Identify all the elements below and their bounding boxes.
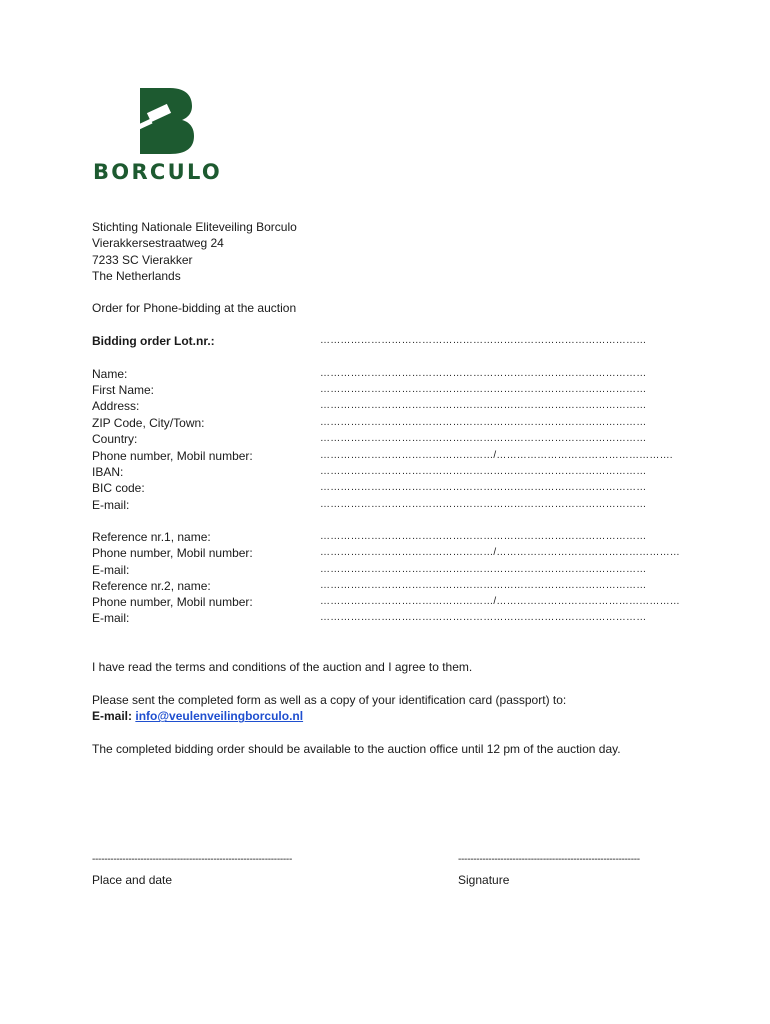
terms-text: I have read the terms and conditions of the auction and I agree to them. <box>92 660 473 674</box>
field-input[interactable]: ……………………………………………/……………………………………………… <box>320 547 680 558</box>
field-label: ZIP Code, City/Town: <box>92 416 205 430</box>
address-line: Vierakkersestraatweg 24 <box>92 236 224 251</box>
logo-wordmark: BORCULO <box>93 160 223 184</box>
email-link[interactable]: info@veulenveilingborculo.nl <box>135 709 304 724</box>
reference-1-email <box>92 562 652 578</box>
field-label: Phone number, Mobil number: <box>92 595 253 609</box>
field-country <box>92 431 652 447</box>
field-label: Phone number, Mobil number: <box>92 449 253 463</box>
reference-2-name <box>92 578 652 594</box>
field-bic <box>92 480 652 496</box>
email-contact <box>92 708 566 724</box>
address-line: Stichting Nationale Eliteveiling Borculo <box>92 220 297 234</box>
lot-field[interactable]: …………………………………………………………………………………… <box>320 335 647 346</box>
field-label: E-mail: <box>92 563 130 577</box>
field-input[interactable]: …………………………………………………………………………………… <box>320 580 647 591</box>
send-instruction-block <box>92 692 566 725</box>
field-first-name <box>92 382 652 398</box>
field-address <box>92 398 652 414</box>
signature-line[interactable]: ------------------------------------------------------------ <box>458 854 640 865</box>
field-phone <box>92 448 673 464</box>
send-instruction: Please sent the completed form as well as a copy of your identification card (passport) to: <box>92 693 567 707</box>
field-input[interactable]: …………………………………………………………………………………… <box>320 466 647 477</box>
reference-1-phone <box>92 545 680 561</box>
field-email <box>92 497 652 513</box>
email-label: E-mail: <box>92 709 133 724</box>
field-label: Country: <box>92 432 138 446</box>
reference-2-email <box>92 610 652 626</box>
field-input[interactable]: …………………………………………………………………………………… <box>320 482 647 493</box>
reference-1-name <box>92 529 652 545</box>
order-title: Order for Phone-bidding at the auction <box>92 301 297 315</box>
field-iban <box>92 464 652 480</box>
field-label: BIC code: <box>92 481 145 495</box>
field-label: Name: <box>92 367 128 381</box>
place-date-label: Place and date <box>92 873 173 887</box>
field-label: Address: <box>92 399 140 413</box>
lot-row <box>92 333 652 349</box>
lot-label: Bidding order Lot.nr.: <box>92 334 215 348</box>
field-input[interactable]: …………………………………………………………………………………… <box>320 368 647 379</box>
field-input[interactable]: …………………………………………………………………………………… <box>320 612 647 623</box>
reference-2-phone <box>92 594 680 610</box>
field-input[interactable]: …………………………………………………………………………………… <box>320 564 647 575</box>
gavel-b-icon <box>136 86 236 156</box>
field-name <box>92 366 652 382</box>
field-input[interactable]: …………………………………………………………………………………… <box>320 400 647 411</box>
field-label: E-mail: <box>92 498 130 512</box>
field-input[interactable]: ……………………………………………/……………………………………………. <box>320 450 673 461</box>
borculo-logo <box>93 86 239 186</box>
field-input[interactable]: …………………………………………………………………………………… <box>320 531 647 542</box>
field-zip-city <box>92 415 652 431</box>
field-input[interactable]: ……………………………………………/……………………………………………… <box>320 596 680 607</box>
field-label: E-mail: <box>92 611 130 625</box>
field-label: First Name: <box>92 383 155 397</box>
place-date-line[interactable]: ------------------------------------------------------------------ <box>92 854 292 865</box>
signature-label: Signature <box>458 873 510 887</box>
address-line: The Netherlands <box>92 268 181 283</box>
field-label: IBAN: <box>92 465 124 479</box>
address-line: 7233 SC Vierakker <box>92 252 193 267</box>
address-block <box>92 219 297 284</box>
field-input[interactable]: …………………………………………………………………………………… <box>320 417 647 428</box>
field-input[interactable]: …………………………………………………………………………………… <box>320 384 647 395</box>
deadline-text: The completed bidding order should be available to the auction office until 12 pm of the auction day. <box>92 742 621 756</box>
field-input[interactable]: …………………………………………………………………………………… <box>320 499 647 510</box>
field-label: Phone number, Mobil number: <box>92 546 253 560</box>
field-input[interactable]: …………………………………………………………………………………… <box>320 433 647 444</box>
field-label: Reference nr.2, name: <box>92 579 211 593</box>
field-label: Reference nr.1, name: <box>92 530 211 544</box>
